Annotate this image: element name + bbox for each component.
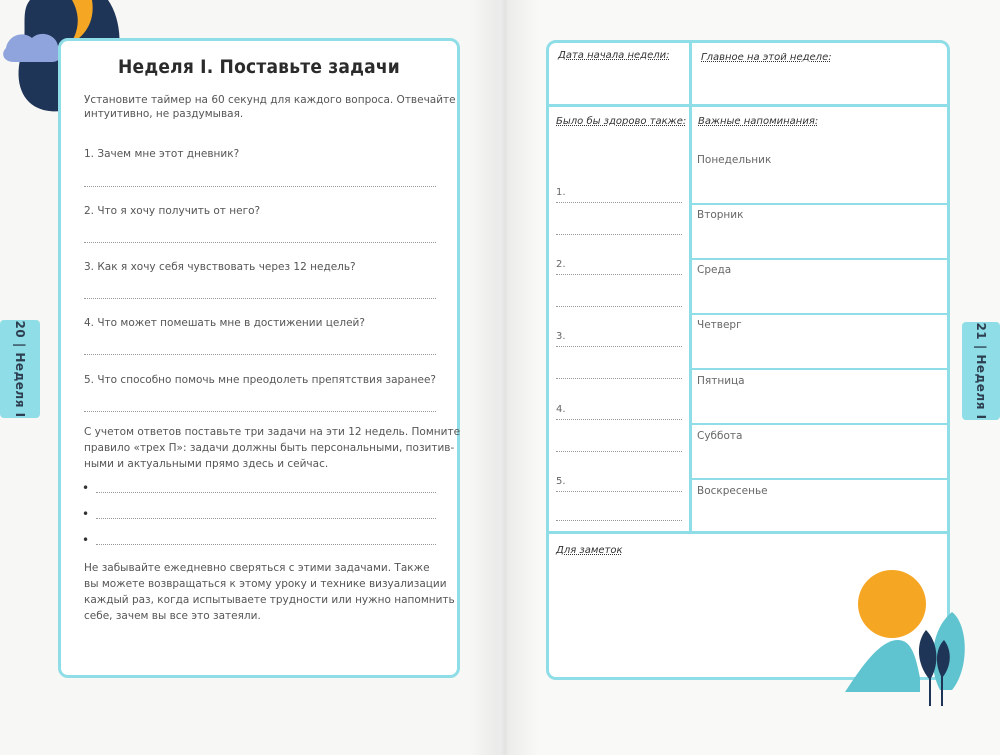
task-bullet-3: •: [82, 533, 90, 547]
day-divider-5: [691, 423, 948, 425]
task-bullet-2: •: [82, 507, 90, 521]
goal-line-2b[interactable]: [556, 306, 682, 307]
navy-leaf-left: [919, 630, 936, 680]
day-saturday: Суббота: [697, 430, 743, 442]
main-this-week-label: Главное на этой неделе:: [701, 52, 832, 63]
plant-stem-2: [941, 676, 943, 706]
also-good-label: Было бы здорово также:: [556, 116, 687, 127]
decor-sun-plants: [840, 560, 980, 720]
goal-line-1a[interactable]: [556, 202, 682, 203]
day-divider-2: [691, 258, 948, 260]
day-monday: Понедельник: [697, 154, 772, 166]
sun-circle: [858, 570, 926, 638]
start-date-label: Дата начала недели:: [558, 50, 670, 61]
goal-number-4: 4.: [556, 404, 566, 415]
question-4: 4. Что может помешать мне в достижении целей?: [84, 317, 365, 329]
answer-line-5[interactable]: [84, 411, 436, 412]
task-bullet-1: •: [82, 481, 90, 495]
intro-line-1: Установите таймер на 60 секунд для каждого вопроса. Отвечайте: [84, 94, 456, 106]
column-divider: [689, 42, 692, 532]
goal-number-1: 1.: [556, 187, 566, 198]
closing-line-3: каждый раз, когда испытываете трудности или нужно напомнить: [84, 594, 455, 606]
task-line-2[interactable]: [96, 518, 436, 519]
day-divider-1: [691, 203, 948, 205]
goal-line-1b[interactable]: [556, 234, 682, 235]
question-2: 2. Что я хочу получить от него?: [84, 205, 261, 217]
right-page-number: 21 | Неделя I: [974, 322, 988, 420]
answer-line-4[interactable]: [84, 354, 436, 355]
goal-line-2a[interactable]: [556, 274, 682, 275]
goal-number-3: 3.: [556, 331, 566, 342]
task-line-1[interactable]: [96, 492, 436, 493]
day-sunday: Воскресенье: [697, 485, 768, 497]
rule-line-1: С учетом ответов поставьте три задачи на эти 12 недель. Помните: [84, 426, 461, 438]
book-gutter: [470, 0, 540, 755]
closing-line-1: Не забывайте ежедневно сверяться с этими задачами. Также: [84, 562, 430, 574]
goal-number-2: 2.: [556, 259, 566, 270]
goal-line-4b[interactable]: [556, 451, 682, 452]
intro-line-2: интуитивно, не раздумывая.: [84, 108, 244, 120]
goal-number-5: 5.: [556, 476, 566, 487]
teal-hill: [845, 640, 920, 692]
answer-line-2[interactable]: [84, 242, 436, 243]
notes-divider: [548, 531, 948, 534]
answer-line-3[interactable]: [84, 298, 436, 299]
question-1: 1. Зачем мне этот дневник?: [84, 148, 240, 160]
task-line-3[interactable]: [96, 544, 436, 545]
notes-label: Для заметок: [556, 545, 623, 556]
rule-line-2: правило «трех П»: задачи должны быть персональными, позитив-: [84, 442, 455, 454]
day-friday: Пятница: [697, 375, 745, 387]
goal-line-3b[interactable]: [556, 378, 682, 379]
day-tuesday: Вторник: [697, 209, 744, 221]
day-divider-3: [691, 313, 948, 315]
closing-line-4: себе, зачем вы все это затеяли.: [84, 610, 261, 622]
closing-line-2: вы можете возвращаться к этому уроку и технике визуализации: [84, 578, 447, 590]
day-thursday: Четверг: [697, 319, 742, 331]
question-3: 3. Как я хочу себя чувствовать через 12 недель?: [84, 261, 356, 273]
left-page-number: 20 | Неделя I: [13, 320, 27, 418]
question-5: 5. Что способно помочь мне преодолеть препятствия заранее?: [84, 374, 436, 386]
goal-line-3a[interactable]: [556, 346, 682, 347]
goal-line-5b[interactable]: [556, 520, 682, 521]
reminders-label: Важные напоминания:: [698, 116, 819, 127]
rule-line-3: ными и актуальными прямо здесь и сейчас.: [84, 458, 329, 470]
page-title: Неделя I. Поставьте задачи: [118, 56, 400, 78]
day-divider-4: [691, 368, 948, 370]
plant-stem-1: [929, 678, 931, 706]
day-divider-6: [691, 478, 948, 480]
goal-line-4a[interactable]: [556, 419, 682, 420]
answer-line-1[interactable]: [84, 186, 436, 187]
header-divider: [548, 104, 948, 107]
lavender-cloud: [3, 34, 62, 62]
day-wednesday: Среда: [697, 264, 732, 276]
goal-line-5a[interactable]: [556, 491, 682, 492]
